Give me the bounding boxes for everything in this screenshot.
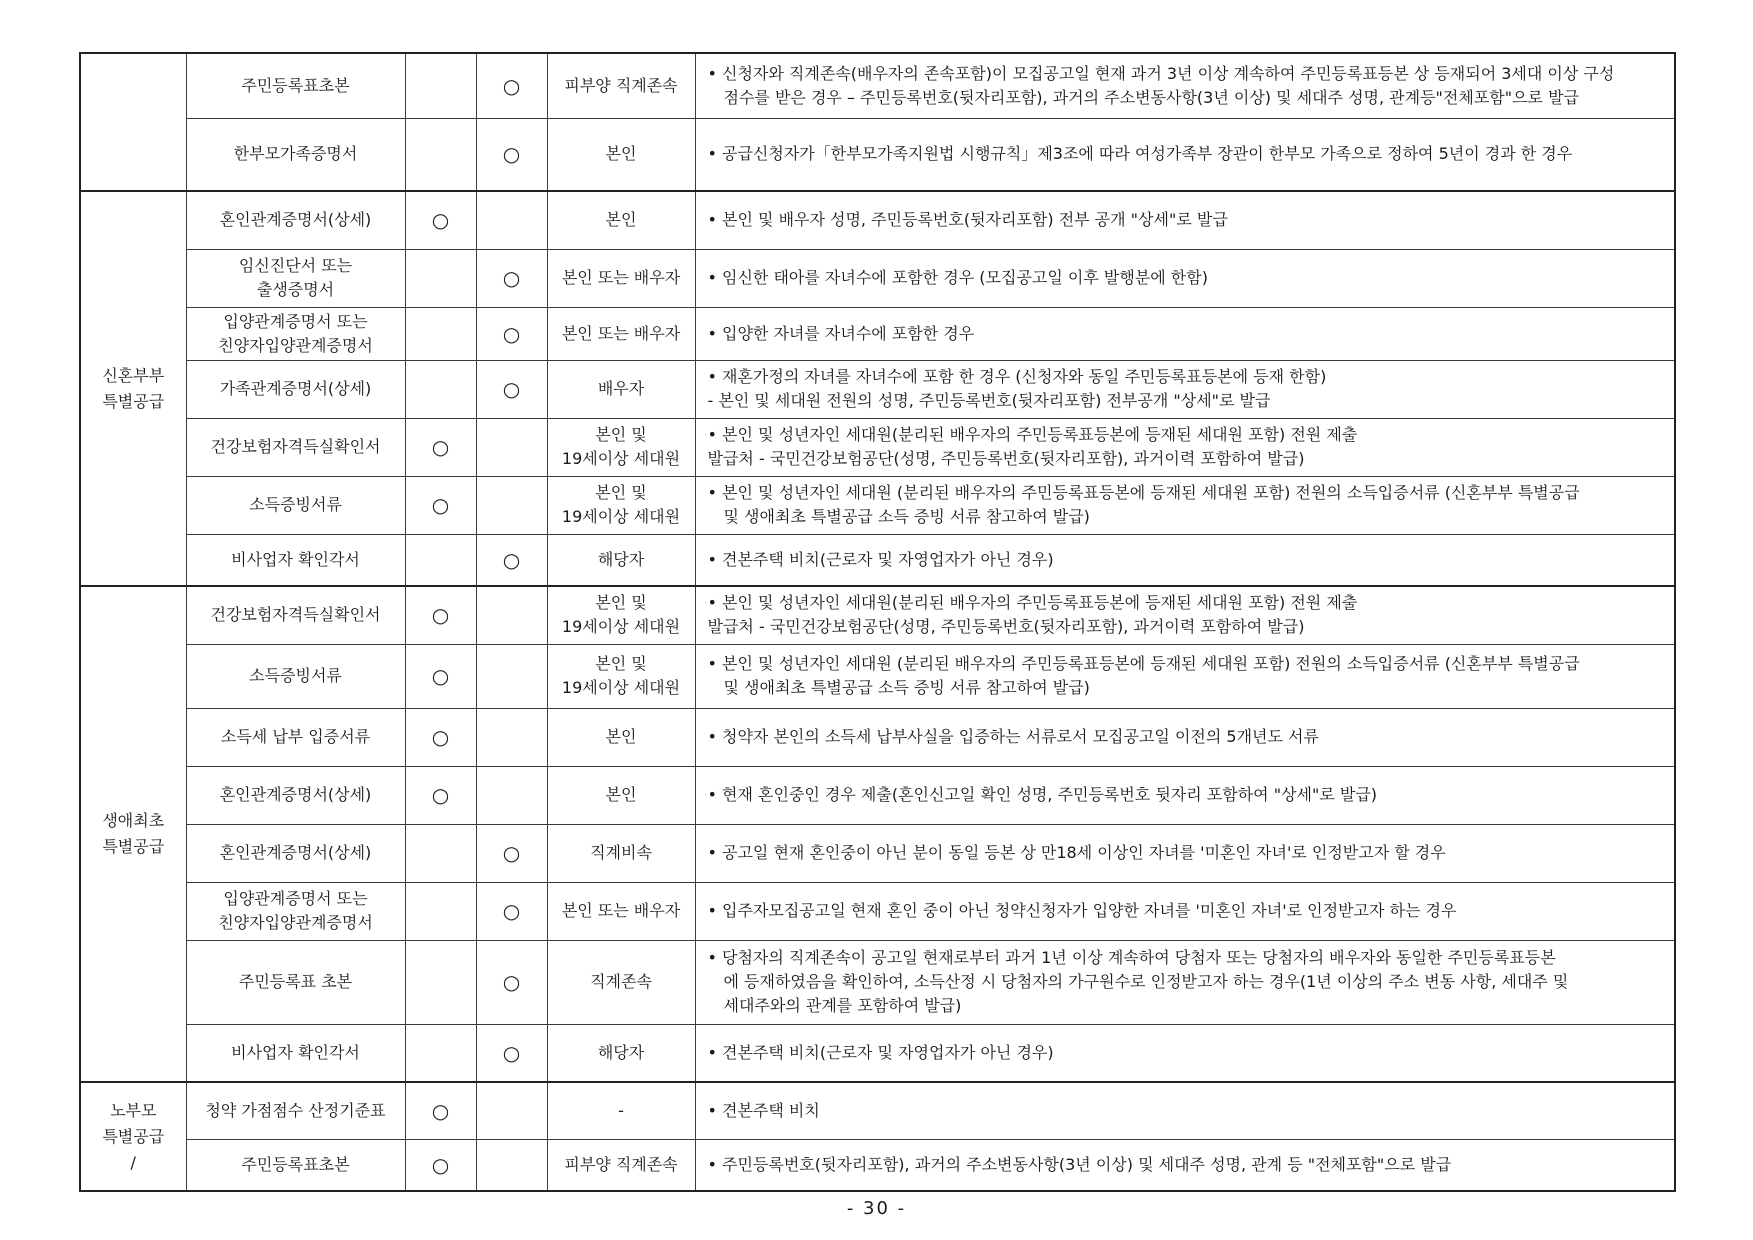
optional-mark-cell: ○ <box>476 534 547 586</box>
table-row <box>80 824 1675 882</box>
target-person-cell: 본인 <box>547 766 695 824</box>
description-cell <box>695 766 1675 824</box>
description-line: • 견본주택 비치(근로자 및 자영업자가 아닌 경우) <box>707 549 1054 569</box>
description-line: • 견본주택 비치 <box>707 1100 820 1120</box>
description-cell <box>695 118 1675 191</box>
document-name-cell: 비사업자 확인각서 <box>186 534 405 586</box>
description-line: • 본인 및 배우자 성명, 주민등록번호(뒷자리포함) 전부 공개 "상세"로 발급 <box>707 210 1228 230</box>
target-person-cell: 본인 또는 배우자 <box>547 249 695 307</box>
description-line: 및 생애최초 특별공급 소득 증빙 서류 참고하여 발급) <box>723 678 1090 697</box>
optional-mark-cell: ○ <box>476 307 547 360</box>
target-person-cell: 해당자 <box>547 1024 695 1082</box>
document-name-cell: 혼인관계증명서(상세) <box>186 824 405 882</box>
description-cell <box>695 586 1675 644</box>
table-row <box>80 766 1675 824</box>
document-name-cell: 가족관계증명서(상세) <box>186 360 405 418</box>
optional-mark-cell <box>476 1139 547 1191</box>
description-cell <box>695 940 1675 1024</box>
description-line: • 현재 혼인중인 경우 제출(혼인신고일 확인 성명, 주민등록번호 뒷자리 포함하여 "상세"로 발급) <box>707 785 1378 804</box>
required-mark-cell <box>405 882 476 940</box>
optional-mark-cell: ○ <box>476 882 547 940</box>
target-person-cell: 직계비속 <box>547 824 695 882</box>
document-name-cell: 주민등록표초본 <box>186 1139 405 1191</box>
document-table <box>79 52 1676 1192</box>
description-line: • 본인 및 성년자인 세대원 (분리된 배우자의 주민등록표등본에 등재된 세대원 포함) 전원의 소득입증서류 (신혼부부 특별공급 <box>707 483 1580 502</box>
description-line: • 당첨자의 직계존속이 공고일 현재로부터 과거 1년 이상 계속하여 당첨자 또는 당첨자의 배우자와 동일한 주민등록표등본 <box>707 948 1556 967</box>
document-name-cell: 혼인관계증명서(상세) <box>186 191 405 249</box>
optional-mark-cell: ○ <box>476 249 547 307</box>
description-cell <box>695 644 1675 708</box>
description-line: • 공급신청자가「한부모가족지원법 시행규칙」제3조에 따라 여성가족부 장관이 한부모 가족으로 정하여 5년이 경과 한 경우 <box>707 144 1573 164</box>
optional-mark-cell <box>476 191 547 249</box>
target-person-cell: 본인 및 19세이상 세대원 <box>547 644 695 708</box>
required-mark-cell <box>405 824 476 882</box>
target-person-cell: 본인 및 19세이상 세대원 <box>547 418 695 476</box>
document-name-cell: 한부모가족증명서 <box>186 118 405 191</box>
required-mark-cell <box>405 307 476 360</box>
document-name-cell: 소득증빙서류 <box>186 644 405 708</box>
target-person-cell: 본인 및 19세이상 세대원 <box>547 476 695 534</box>
optional-mark-cell: ○ <box>476 1024 547 1082</box>
table-row <box>80 307 1675 360</box>
document-name-cell: 소득증빙서류 <box>186 476 405 534</box>
table-row <box>80 882 1675 940</box>
table-row <box>80 191 1675 249</box>
description-line: 세대주와의 관계를 포함하여 발급) <box>723 996 962 1015</box>
description-line: 점수를 받은 경우 – 주민등록번호(뒷자리포함), 과거의 주소변동사항(3년 이상) 및 세대주 성명, 관계등"전체포함"으로 발급 <box>723 87 1580 107</box>
table-row <box>80 644 1675 708</box>
required-mark-cell <box>405 360 476 418</box>
description-line: - 본인 및 세대원 전원의 성명, 주민등록번호(뒷자리포함) 전부공개 "상세"로 발급 <box>707 391 1271 410</box>
group-cell <box>80 53 186 191</box>
description-cell <box>695 249 1675 307</box>
group-cell: 생애최초 특별공급 <box>80 586 186 1082</box>
required-mark-cell: ○ <box>405 418 476 476</box>
required-mark-cell <box>405 940 476 1024</box>
table-row <box>80 1139 1675 1191</box>
description-line: 및 생애최초 특별공급 소득 증빙 서류 참고하여 발급) <box>723 507 1090 526</box>
description-cell <box>695 418 1675 476</box>
required-mark-cell: ○ <box>405 191 476 249</box>
table-row <box>80 360 1675 418</box>
document-name-cell: 소득세 납부 입증서류 <box>186 708 405 766</box>
description-line: • 주민등록번호(뒷자리포함), 과거의 주소변동사항(3년 이상) 및 세대주 성명, 관계 등 "전체포함"으로 발급 <box>707 1154 1452 1174</box>
table-row <box>80 534 1675 586</box>
required-mark-cell: ○ <box>405 586 476 644</box>
required-mark-cell: ○ <box>405 476 476 534</box>
table-row <box>80 53 1675 118</box>
description-line: • 본인 및 성년자인 세대원(분리된 배우자의 주민등록표등본에 등재된 세대원 포함) 전원 제출 <box>707 425 1358 444</box>
target-person-cell: 본인 <box>547 708 695 766</box>
optional-mark-cell: ○ <box>476 824 547 882</box>
optional-mark-cell <box>476 644 547 708</box>
required-mark-cell <box>405 118 476 191</box>
page-number: - 30 - <box>846 1198 907 1219</box>
document-name-cell: 입양관계증명서 또는 친양자입양관계증명서 <box>186 882 405 940</box>
group-cell: 신혼부부 특별공급 <box>80 191 186 586</box>
target-person-cell: 본인 <box>547 118 695 191</box>
document-name-cell: 비사업자 확인각서 <box>186 1024 405 1082</box>
optional-mark-cell: ○ <box>476 53 547 118</box>
description-cell <box>695 1082 1675 1139</box>
description-cell <box>695 882 1675 940</box>
target-person-cell: 본인 또는 배우자 <box>547 307 695 360</box>
description-cell <box>695 708 1675 766</box>
group-cell: 노부모 특별공급 / <box>80 1082 186 1191</box>
table-row <box>80 476 1675 534</box>
target-person-cell: 본인 및 19세이상 세대원 <box>547 586 695 644</box>
description-line: • 공고일 현재 혼인중이 아닌 분이 동일 등본 상 만18세 이상인 자녀를 '미혼인 자녀'로 인정받고자 할 경우 <box>707 843 1446 862</box>
table-row <box>80 940 1675 1024</box>
description-line: • 청약자 본인의 소득세 납부사실을 입증하는 서류로서 모집공고일 이전의 5개년도 서류 <box>707 727 1319 746</box>
description-line: • 임신한 태아를 자녀수에 포함한 경우 (모집공고일 이후 발행분에 한함) <box>707 268 1208 287</box>
target-person-cell: 배우자 <box>547 360 695 418</box>
description-line: • 입주자모집공고일 현재 혼인 중이 아닌 청약신청자가 입양한 자녀를 '미혼인 자녀'로 인정받고자 하는 경우 <box>707 901 1457 920</box>
description-line: • 본인 및 성년자인 세대원(분리된 배우자의 주민등록표등본에 등재된 세대원 포함) 전원 제출 <box>707 593 1358 613</box>
required-mark-cell: ○ <box>405 1139 476 1191</box>
required-mark-cell <box>405 534 476 586</box>
optional-mark-cell <box>476 586 547 644</box>
table-row <box>80 249 1675 307</box>
table-row <box>80 586 1675 644</box>
table-row <box>80 418 1675 476</box>
document-name-cell: 주민등록표 초본 <box>186 940 405 1024</box>
document-name-cell: 주민등록표초본 <box>186 53 405 118</box>
description-cell <box>695 476 1675 534</box>
required-mark-cell <box>405 1024 476 1082</box>
optional-mark-cell <box>476 1082 547 1139</box>
target-person-cell: 본인 <box>547 191 695 249</box>
required-mark-cell: ○ <box>405 708 476 766</box>
optional-mark-cell <box>476 476 547 534</box>
target-person-cell: 직계존속 <box>547 940 695 1024</box>
description-line: • 입양한 자녀를 자녀수에 포함한 경우 <box>707 323 975 343</box>
description-line: • 재혼가정의 자녀를 자녀수에 포함 한 경우 (신청자와 동일 주민등록표등본에 등재 한함) <box>707 367 1327 386</box>
optional-mark-cell: ○ <box>476 360 547 418</box>
description-cell <box>695 307 1675 360</box>
description-line: • 신청자와 직계존속(배우자의 존속포함)이 모집공고일 현재 과거 3년 이상 계속하여 주민등록표등본 상 등재되어 3세대 이상 구성 <box>707 63 1615 83</box>
optional-mark-cell: ○ <box>476 118 547 191</box>
table-row <box>80 708 1675 766</box>
description-cell <box>695 191 1675 249</box>
document-name-cell: 건강보험자격득실확인서 <box>186 418 405 476</box>
description-line: 에 등재하였음을 확인하여, 소득산정 시 당첨자의 가구원수로 인정받고자 하는 경우(1년 이상의 주소 변동 사항, 세대주 및 <box>723 972 1569 991</box>
target-person-cell: 본인 또는 배우자 <box>547 882 695 940</box>
description-cell <box>695 1024 1675 1082</box>
description-line: 발급처 - 국민건강보험공단(성명, 주민등록번호(뒷자리포함), 과거이력 포함하여 발급) <box>707 449 1305 468</box>
description-cell <box>695 534 1675 586</box>
target-person-cell: 해당자 <box>547 534 695 586</box>
document-name-cell: 건강보험자격득실확인서 <box>186 586 405 644</box>
required-mark-cell <box>405 53 476 118</box>
required-mark-cell: ○ <box>405 1082 476 1139</box>
target-person-cell: - <box>547 1082 695 1139</box>
table-row <box>80 1024 1675 1082</box>
document-name-cell: 혼인관계증명서(상세) <box>186 766 405 824</box>
optional-mark-cell: ○ <box>476 940 547 1024</box>
required-mark-cell: ○ <box>405 644 476 708</box>
optional-mark-cell <box>476 418 547 476</box>
description-cell <box>695 1139 1675 1191</box>
description-cell <box>695 53 1675 118</box>
document-name-cell: 청약 가점점수 산정기준표 <box>186 1082 405 1139</box>
target-person-cell: 피부양 직계존속 <box>547 53 695 118</box>
document-name-cell: 입양관계증명서 또는 친양자입양관계증명서 <box>186 307 405 360</box>
optional-mark-cell <box>476 708 547 766</box>
description-line: 발급처 - 국민건강보험공단(성명, 주민등록번호(뒷자리포함), 과거이력 포함하여 발급) <box>707 617 1305 637</box>
description-line: • 견본주택 비치(근로자 및 자영업자가 아닌 경우) <box>707 1042 1054 1062</box>
description-line: • 본인 및 성년자인 세대원 (분리된 배우자의 주민등록표등본에 등재된 세대원 포함) 전원의 소득입증서류 (신혼부부 특별공급 <box>707 654 1580 673</box>
table-row <box>80 1082 1675 1139</box>
description-cell <box>695 360 1675 418</box>
document-name-cell: 임신진단서 또는 출생증명서 <box>186 249 405 307</box>
optional-mark-cell <box>476 766 547 824</box>
required-mark-cell <box>405 249 476 307</box>
description-cell <box>695 824 1675 882</box>
table-row <box>80 118 1675 191</box>
target-person-cell: 피부양 직계존속 <box>547 1139 695 1191</box>
required-mark-cell: ○ <box>405 766 476 824</box>
